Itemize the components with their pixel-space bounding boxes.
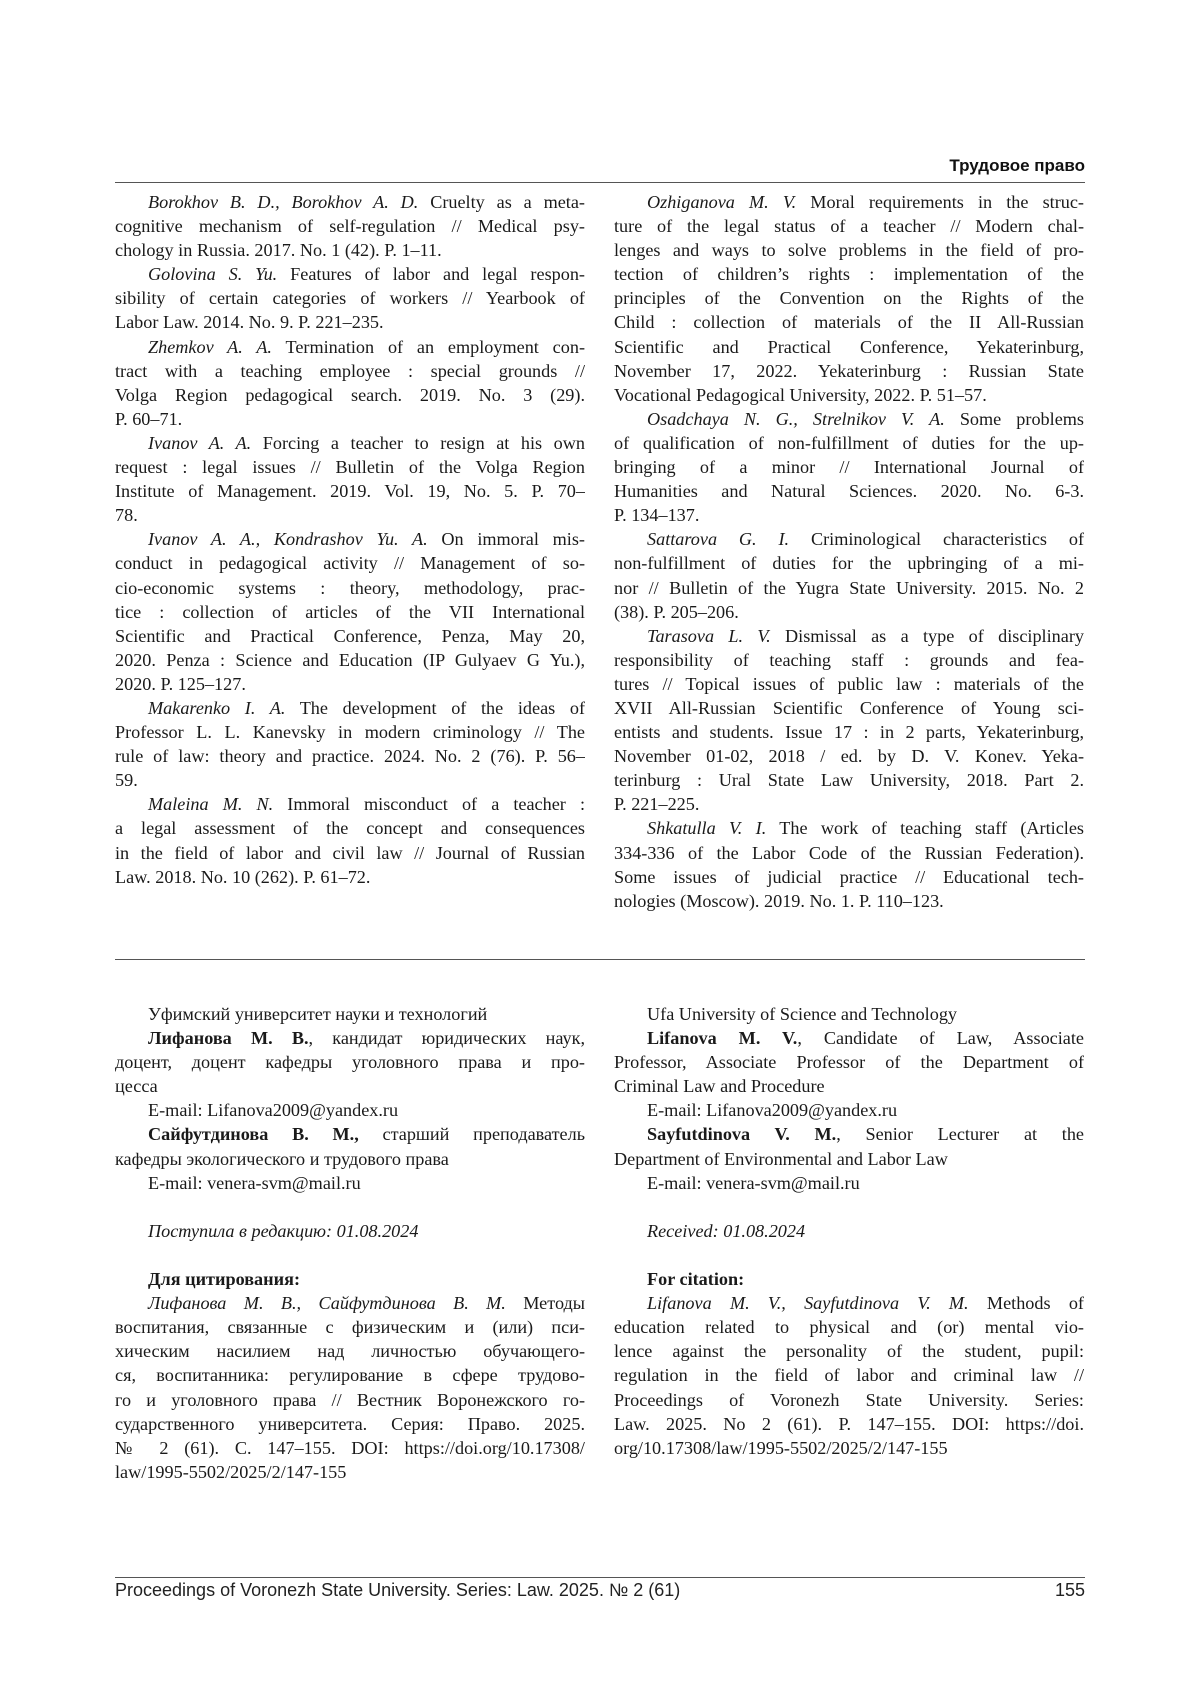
text-line (614, 792, 1084, 816)
line-text: Proceedings of Voronezh State University. Series: (614, 1389, 1084, 1410)
blank-line (115, 1195, 585, 1219)
text-line (115, 1412, 585, 1436)
text-line (614, 1074, 1084, 1098)
line-text: lence against the personality of the student, pupil: (614, 1341, 1084, 1362)
entry-lead: Golovina S. Yu. (148, 264, 278, 285)
entry-lead: Ivanov A. A. (148, 432, 252, 453)
line-text: request : legal issues // Bulletin of the Volga Region (115, 457, 585, 478)
author-info-paragraph (115, 1267, 585, 1291)
text-line (614, 310, 1084, 334)
line-text: bringing of a minor // International Journal of (614, 457, 1084, 478)
line-text: of qualification of non-fulfillment of duties for the up- (614, 432, 1084, 453)
line-text: № 2 (61). С. 147–155. DOI: https://doi.org/10.17308/ (115, 1437, 585, 1458)
line-text: tice : collection of articles of the VII International (115, 601, 585, 622)
author-info-paragraph (614, 1122, 1084, 1170)
text-line (614, 286, 1084, 310)
author-info-paragraph (115, 1291, 585, 1484)
text-line (115, 1460, 585, 1484)
line-text: The development of the ideas of (285, 697, 585, 718)
entry-lead: Lifanova M. V., Sayfutdinova V. M. (647, 1293, 969, 1314)
entry-lead: Makarenko I. A. (148, 697, 286, 718)
line-text: хическим насилием над личностью обучающего- (115, 1341, 585, 1362)
text-line (614, 335, 1084, 359)
text-line (614, 1050, 1084, 1074)
text-line (614, 1339, 1084, 1363)
author-info-paragraph (614, 1171, 1084, 1195)
line-text: 2020. P. 125–127. (115, 673, 246, 694)
text-line (115, 262, 585, 286)
author-info-paragraph (115, 1098, 585, 1122)
line-text: Immoral misconduct of a teacher : (273, 794, 585, 815)
line-text: ся, воспитанника: регулирование в сфере трудово- (115, 1365, 585, 1386)
line-text: Ufa University of Science and Technology (647, 1004, 958, 1024)
journal-citation: Proceedings of Voronezh State University. Series: Law. 2025. № 2 (61) (115, 1580, 681, 1600)
line-text: Methods of (968, 1293, 1084, 1314)
text-line (614, 816, 1084, 840)
line-text: sibility of certain categories of workers // Yearbook of (115, 288, 585, 309)
line-text: 334-336 of the Labor Code of the Russian Federation). (614, 842, 1084, 863)
line-text: Labor Law. 2014. No. 9. P. 221–235. (115, 312, 384, 333)
line-text: in the field of labor and civil law // Journal of Russian (115, 842, 585, 863)
text-line (115, 792, 585, 816)
text-line (115, 503, 585, 527)
entry-lead: Ivanov A. A., Kondrashov Yu. A. (148, 529, 428, 550)
line-text: Department of Environmental and Labor Law (614, 1148, 948, 1169)
entry-lead: For citation: (647, 1269, 745, 1290)
blank-line (614, 1243, 1084, 1267)
line-text: цесса (115, 1076, 158, 1097)
text-line (614, 672, 1084, 696)
references-left-column (115, 190, 585, 889)
text-line (614, 744, 1084, 768)
text-line (115, 214, 585, 238)
text-line (614, 1122, 1084, 1146)
text-line (115, 865, 585, 889)
author-info-paragraph (115, 1171, 585, 1195)
line-text: conduct in pedagogical activity // Management of so- (115, 553, 585, 574)
text-line (614, 624, 1084, 648)
line-text: старший преподаватель (358, 1124, 585, 1145)
line-text: Scientific and Practical Conference, Yekaterinburg, (614, 336, 1084, 357)
blank-line (115, 1243, 585, 1267)
line-text: E-mail: venera-svm@mail.ru (647, 1172, 860, 1193)
text-line (614, 841, 1084, 865)
reference-entry (115, 792, 585, 888)
text-line (115, 1050, 585, 1074)
text-line (614, 1171, 1084, 1195)
entry-lead: Лифанова М. В. (148, 1028, 309, 1049)
line-text: P. 221–225. (614, 794, 700, 815)
text-line (115, 841, 585, 865)
line-text: P. 134–137. (614, 505, 700, 526)
text-line (614, 1315, 1084, 1339)
line-text: tection of children’s rights : implementation of the (614, 264, 1084, 285)
text-line (115, 600, 585, 624)
text-line (115, 527, 585, 551)
footer-rule (115, 1577, 1085, 1578)
text-line (614, 214, 1084, 238)
text-line (115, 720, 585, 744)
text-line (614, 1363, 1084, 1387)
text-line (115, 238, 585, 262)
line-text: principles of the Convention on the Rights of the (614, 288, 1084, 309)
line-text: воспитания, связанные с физическим и (или) пси- (115, 1317, 585, 1338)
line-text: November 01-02, 2018 / ed. by D. V. Konev. Yeka- (614, 746, 1084, 767)
text-line (614, 889, 1084, 913)
text-line (115, 744, 585, 768)
line-text: entists and students. Issue 17 : in 2 parts, Yekaterinburg, (614, 722, 1084, 743)
entry-lead: Maleina M. N. (148, 794, 274, 815)
author-info-paragraph (115, 1122, 585, 1170)
entry-lead: Лифанова М. В., Сайфутдинова В. М. (148, 1293, 506, 1314)
text-line (614, 576, 1084, 600)
line-text: , кандидат юридических наук, (308, 1028, 585, 1049)
text-line (115, 551, 585, 575)
reference-entry (115, 335, 585, 431)
reference-entry (115, 696, 585, 792)
section-divider (115, 959, 1085, 960)
author-info-paragraph (614, 1291, 1084, 1460)
reference-entry (115, 431, 585, 527)
line-text: tures // Topical issues of public law : materials of the (614, 673, 1084, 694)
author-info-paragraph (614, 1098, 1084, 1122)
text-line (115, 359, 585, 383)
author-info-paragraph (115, 1002, 585, 1026)
line-text: сударственного университета. Серия: Право. 2025. (115, 1413, 585, 1434)
text-line (614, 1388, 1084, 1412)
line-text: tract with a teaching employee : special grounds // (115, 360, 585, 381)
text-line (614, 768, 1084, 792)
entry-lead: Shkatulla V. I. (647, 818, 767, 839)
line-text: Law. 2025. No 2 (61). P. 147–155. DOI: https://doi. (614, 1413, 1084, 1434)
text-line (115, 286, 585, 310)
text-line (614, 1412, 1084, 1436)
entry-lead: Ozhiganova M. V. (647, 192, 797, 212)
line-text: chology in Russia. 2017. No. 1 (42). P. 1–11. (115, 240, 442, 261)
text-line (115, 1388, 585, 1412)
line-text: , Senior Lecturer at the (836, 1124, 1084, 1145)
text-line (115, 1291, 585, 1315)
entry-lead: Сайфутдинова В. М., (148, 1124, 359, 1145)
text-line (115, 1171, 585, 1195)
line-text: The work of teaching staff (Articles (766, 818, 1084, 839)
text-line (115, 1098, 585, 1122)
reference-entry (614, 527, 1084, 623)
line-text: Features of labor and legal respon- (277, 264, 585, 285)
text-line (614, 1002, 1084, 1026)
text-line (115, 1315, 585, 1339)
text-line (115, 479, 585, 503)
line-text: Institute of Management. 2019. Vol. 19, No. 5. P. 70– (115, 481, 585, 502)
entry-lead: Osadchaya N. G., Strelnikov V. A. (647, 408, 945, 429)
text-line (614, 696, 1084, 720)
line-text: (38). P. 205–206. (614, 601, 739, 622)
line-text: P. 60–71. (115, 408, 183, 429)
text-line (115, 648, 585, 672)
line-text: On immoral mis- (427, 529, 585, 550)
line-text: XVII All-Russian Scientific Conference of Young sci- (614, 697, 1084, 718)
line-text: Some issues of judicial practice // Educational tech- (614, 866, 1084, 887)
text-line (614, 865, 1084, 889)
line-text: responsibility of teaching staff : grounds and fea- (614, 649, 1084, 670)
text-line (115, 1363, 585, 1387)
entry-lead: Sattarova G. I. (647, 529, 790, 550)
text-line (614, 551, 1084, 575)
line-text: Dismissal as a type of disciplinary (770, 625, 1084, 646)
line-text: доцент, доцент кафедры уголовного права и про- (115, 1052, 585, 1073)
text-line (614, 648, 1084, 672)
text-line (614, 359, 1084, 383)
line-text: E-mail: venera-svm@mail.ru (148, 1172, 361, 1193)
author-info-paragraph (614, 1267, 1084, 1291)
text-line (115, 1002, 585, 1026)
line-text: education related to physical and (or) mental vio- (614, 1317, 1084, 1338)
text-line (115, 407, 585, 431)
line-text: Criminological characteristics of (789, 529, 1084, 550)
line-text: Cruelty as a meta- (418, 192, 585, 212)
text-line (614, 1147, 1084, 1171)
text-line (614, 1267, 1084, 1291)
line-text: Vocational Pedagogical University, 2022. P. 51–57. (614, 384, 987, 405)
line-text: nologies (Moscow). 2019. No. 1. P. 110–123. (614, 890, 944, 911)
text-line (614, 1026, 1084, 1050)
line-text: non-fulfillment of duties for the upbringing of a mi- (614, 553, 1084, 574)
text-line (614, 1098, 1084, 1122)
text-line (115, 335, 585, 359)
text-line (614, 431, 1084, 455)
line-text: 2020. Penza : Science and Education (IP Gulyaev G Yu.), (115, 649, 585, 670)
entry-lead: Borokhov B. D., Borokhov A. D. (148, 192, 419, 212)
blank-line (614, 1195, 1084, 1219)
text-line (614, 1219, 1084, 1243)
author-info-paragraph (614, 1219, 1084, 1243)
line-text: 78. (115, 505, 138, 526)
author-info-paragraph (115, 1219, 585, 1243)
reference-entry (614, 816, 1084, 912)
line-text: кафедры экологического и трудового права (115, 1148, 449, 1169)
line-text: cognitive mechanism of self-regulation // Medical psy- (115, 216, 585, 237)
line-text: cio-economic systems : theory, methodology, prac- (115, 577, 585, 598)
text-line (115, 672, 585, 696)
page-footer (115, 1580, 1085, 1601)
text-line (115, 1267, 585, 1291)
line-text: Child : collection of materials of the II All-Russian (614, 312, 1084, 333)
text-line (115, 1436, 585, 1460)
text-line (115, 768, 585, 792)
text-line (614, 190, 1084, 214)
text-line (115, 310, 585, 334)
authors-russian-column (115, 1002, 585, 1484)
entry-lead: Sayfutdinova V. M. (647, 1124, 837, 1145)
reference-entry (614, 190, 1084, 407)
line-text: November 17, 2022. Yekaterinburg : Russian State (614, 360, 1084, 381)
text-line (614, 407, 1084, 431)
entry-lead: Zhemkov A. A. (148, 336, 272, 357)
line-text: , Candidate of Law, Associate (797, 1028, 1084, 1049)
line-text: law/1995-5502/2025/2/147-155 (115, 1461, 347, 1482)
reference-entry (115, 190, 585, 262)
line-text: Методы (505, 1293, 585, 1314)
line-text: ture of the legal status of a teacher // Modern chal- (614, 216, 1084, 237)
authors-english-column (614, 1002, 1084, 1460)
text-line (115, 1219, 585, 1243)
line-text: regulation in the field of labor and criminal law // (614, 1365, 1084, 1386)
line-text: Moral requirements in the struc- (796, 192, 1084, 212)
line-text: Forcing a teacher to resign at his own (251, 432, 585, 453)
references-right-column (614, 190, 1084, 913)
line-text: Some problems (944, 408, 1084, 429)
text-line (614, 455, 1084, 479)
reference-entry (115, 527, 585, 696)
reference-entry (614, 407, 1084, 527)
text-line (614, 600, 1084, 624)
line-text: го и уголовного права // Вестник Воронежского го- (115, 1389, 585, 1410)
text-line (115, 1074, 585, 1098)
text-line (115, 1147, 585, 1171)
text-line (115, 1339, 585, 1363)
entry-lead: Поступила в редакцию: 01.08.2024 (148, 1220, 419, 1241)
reference-entry (115, 262, 585, 334)
text-line (115, 190, 585, 214)
text-line (614, 720, 1084, 744)
author-info-paragraph (614, 1002, 1084, 1026)
line-text: rule of law: theory and practice. 2024. No. 2 (76). P. 56– (115, 746, 585, 767)
author-info-paragraph (614, 1026, 1084, 1098)
header-rule (115, 182, 1085, 183)
text-line (115, 696, 585, 720)
text-line (115, 1122, 585, 1146)
line-text: E-mail: Lifanova2009@yandex.ru (148, 1100, 399, 1121)
author-info-paragraph (115, 1026, 585, 1098)
text-line (115, 1026, 585, 1050)
line-text: nor // Bulletin of the Yugra State University. 2015. No. 2 (614, 577, 1084, 598)
line-text: Law. 2018. No. 10 (262). P. 61–72. (115, 866, 371, 887)
line-text: Professor, Associate Professor of the Department of (614, 1052, 1084, 1073)
reference-entry (614, 624, 1084, 817)
entry-lead: Received: 01.08.2024 (647, 1220, 806, 1241)
page-number: 155 (1054, 1580, 1085, 1600)
line-text: Volga Region pedagogical search. 2019. No. 3 (29). (115, 384, 585, 405)
line-text: Уфимский университет науки и технологий (148, 1004, 488, 1024)
text-line (115, 624, 585, 648)
entry-lead: Lifanova M. V. (647, 1028, 798, 1049)
text-line (614, 1291, 1084, 1315)
running-head: Трудовое право (949, 156, 1085, 175)
line-text: Scientific and Practical Conference, Penza, May 20, (115, 625, 585, 646)
text-line (115, 576, 585, 600)
text-line (115, 431, 585, 455)
text-line (614, 503, 1084, 527)
line-text: Criminal Law and Procedure (614, 1076, 825, 1097)
text-line (115, 383, 585, 407)
line-text: 59. (115, 770, 138, 791)
text-line (614, 527, 1084, 551)
text-line (614, 238, 1084, 262)
line-text: Humanities and Natural Sciences. 2020. No. 6-3. (614, 481, 1084, 502)
text-line (614, 383, 1084, 407)
text-line (115, 455, 585, 479)
line-text: a legal assessment of the concept and consequences (115, 818, 585, 839)
entry-lead: Для цитирования: (148, 1269, 301, 1290)
line-text: Termination of an employment con- (271, 336, 585, 357)
text-line (614, 479, 1084, 503)
line-text: lenges and ways to solve problems in the field of pro- (614, 240, 1084, 261)
text-line (115, 816, 585, 840)
text-line (614, 1436, 1084, 1460)
line-text: Professor L. L. Kanevsky in modern criminology // The (115, 722, 585, 743)
line-text: E-mail: Lifanova2009@yandex.ru (647, 1100, 898, 1121)
entry-lead: Tarasova L. V. (647, 625, 771, 646)
text-line (614, 262, 1084, 286)
line-text: org/10.17308/law/1995-5502/2025/2/147-155 (614, 1437, 948, 1458)
line-text: terinburg : Ural State Law University, 2018. Part 2. (614, 770, 1084, 791)
